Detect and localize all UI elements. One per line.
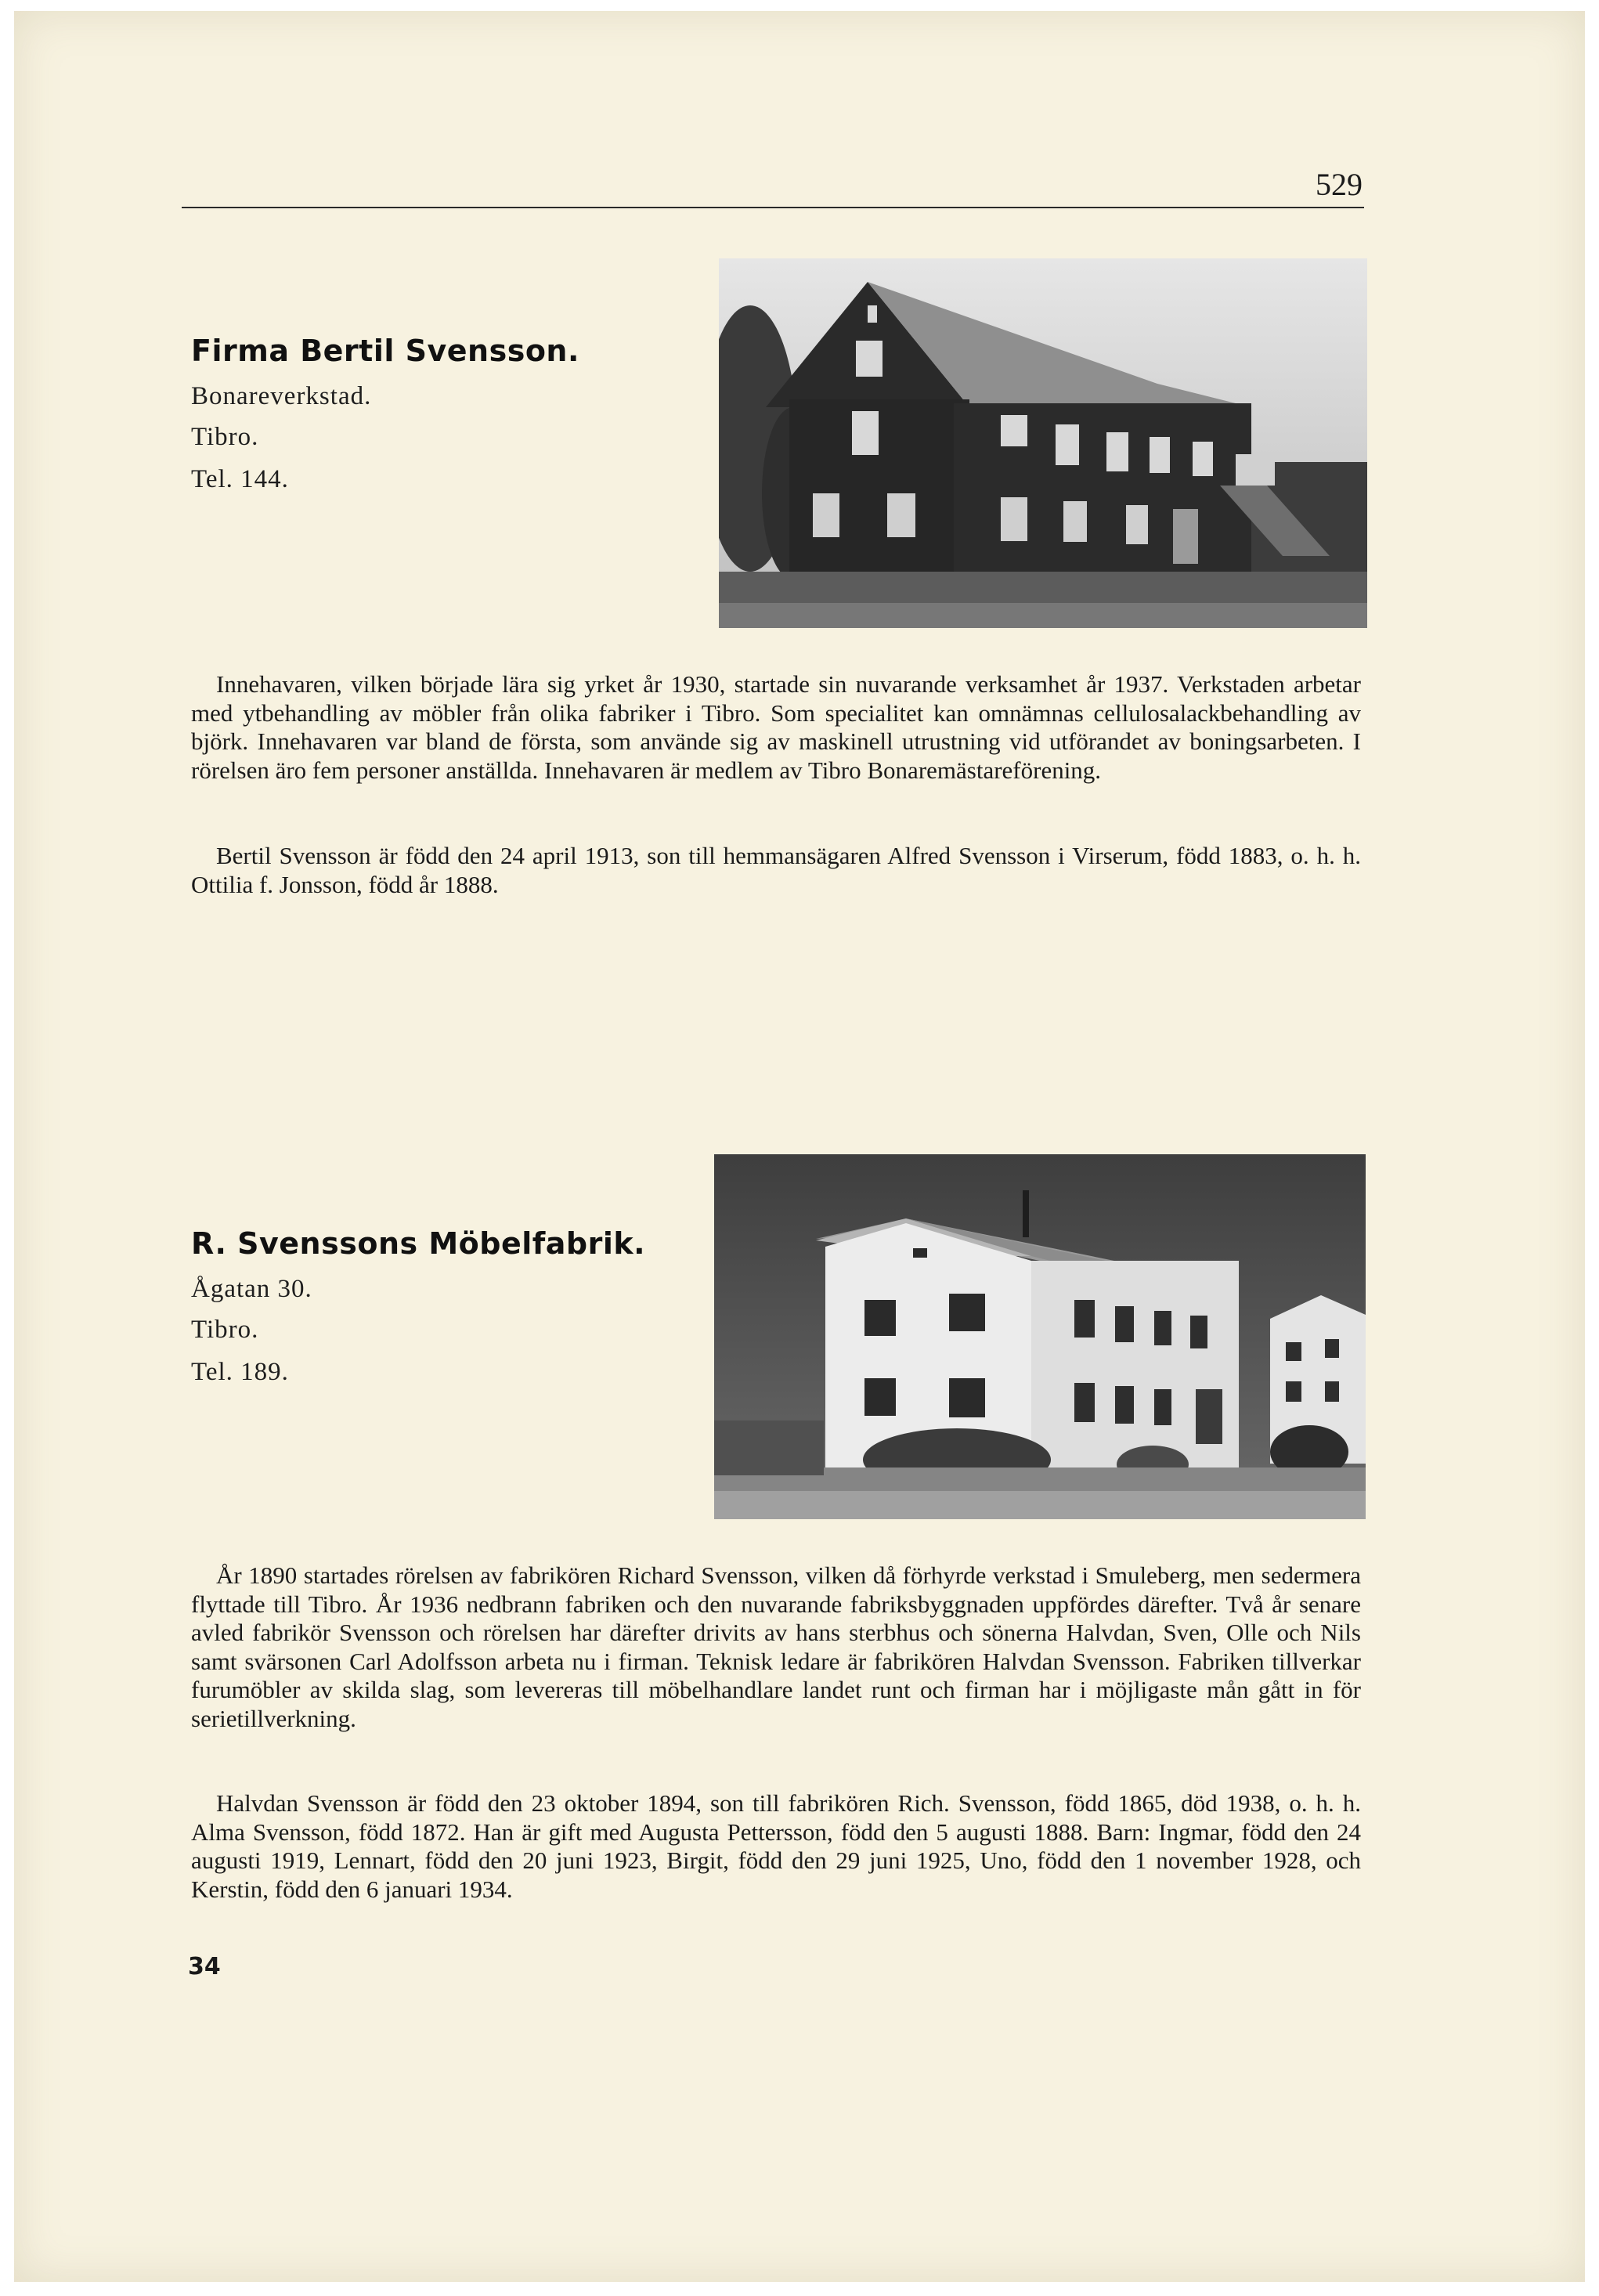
entry-2-paragraph-1: År 1890 startades rörelsen av fabrikören Richard Svensson, vilken då förhyrde verkstad i Smuleberg, men sedermera flyttade till Tibro. År 1936 nedbrann fabriken och den nuvarande fabriksbyggnaden uppfördes därefter. Två år senare avled fabrikör Svensson och rörelsen har därefter drivits av hans sterbhus och sönerna Halvdan, Sven, Olle och Nils samt svärsonen Carl Adolfsson arbeta nu i firman. Teknisk ledare är fabrikören Halvdan Svensson. Fabriken tillverkar furumöbler av skilda slag, som levereras till möbelhandlare landet runt och firman har i möjligaste mån gått in för serietillverkning.: [191, 1561, 1361, 1732]
entry-2-line-3: Tel. 189.: [191, 1358, 289, 1386]
header-rule: [182, 207, 1364, 208]
entry-1-photo: [719, 258, 1367, 628]
dark-workshop-building-image: [719, 258, 1367, 628]
white-factory-building-image: [714, 1154, 1366, 1519]
entry-2-line-1: Ågatan 30.: [191, 1275, 312, 1303]
entry-1-line-2: Tibro.: [191, 423, 259, 451]
entry-1-line-3: Tel. 144.: [191, 465, 289, 493]
entry-2-photo: [714, 1154, 1366, 1519]
entry-1-paragraph-1: Innehavaren, vilken började lära sig yrket år 1930, startade sin nuvarande verksamhet år 1937. Verkstaden arbetar med ytbehandling av möbler från olika fabriker i Tibro. Som specialitet kan omnämnas cellulosalackbehandling av björk. Innehavaren var bland de första, som använde sig av maskinell utrustning vid utförandet av boningsarbeten. I rörelsen äro fem personer anställda. Innehavaren är medlem av Tibro Bonaremästareförening.: [191, 670, 1361, 784]
entry-1-line-1: Bonareverkstad.: [191, 382, 372, 410]
entry-1-heading: Firma Bertil Svensson.: [191, 334, 579, 368]
entry-2-line-2: Tibro.: [191, 1316, 259, 1344]
entry-1-paragraph-2: Bertil Svensson är född den 24 april 1913, son till hemmansägaren Alfred Svensson i Virserum, född 1883, o. h. h. Ottilia f. Jonsson, född år 1888.: [191, 842, 1361, 898]
entry-2-heading: R. Svenssons Möbelfabrik.: [191, 1226, 646, 1261]
entry-2-paragraph-2: Halvdan Svensson är född den 23 oktober 1894, son till fabrikören Rich. Svensson, född 1865, död 1938, o. h. h. Alma Svensson, född 1872. Han är gift med Augusta Pettersson, född den 5 augusti 1888. Barn: Ingmar, född den 24 augusti 1919, Lennart, född den 20 juni 1923, Birgit, född den 29 juni 1925, Uno, född den 1 november 1928, och Kerstin, född den 6 januari 1934.: [191, 1789, 1361, 1903]
signature-number: 34: [188, 1953, 221, 1980]
page-number: 529: [1316, 167, 1363, 202]
